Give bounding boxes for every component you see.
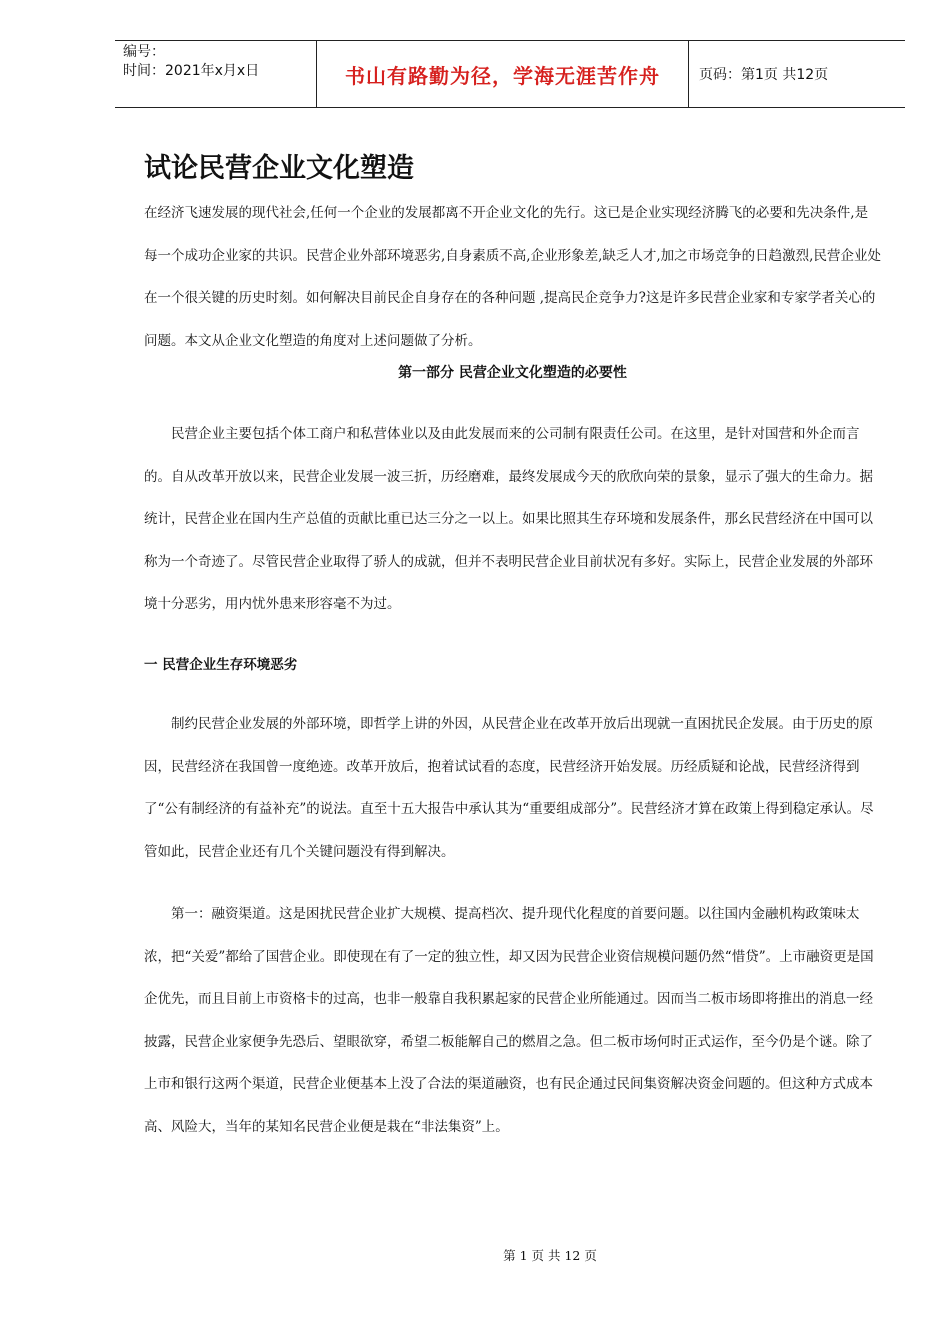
- page-footer: 第 1 页 共 12 页: [503, 1248, 597, 1263]
- document-header: [115, 40, 905, 108]
- body-paragraph-3: 第一：融资渠道。这是困扰民营企业扩大规模、提高档次、提升现代化程度的首要问题。以往国内金融机构政策味太浓，把“关爱”都给了国营企业。即使现在有了一定的独立性，却又因为民营企业资信规模问题仍然“惜贷”。上市融资更是国企优先，而且目前上市资格卡的过高，也非一般靠自我积累起家的民营企业所能通过。因而当二板市场即将推出的消息一经披露，民营企业家便争先恐后、望眼欲穿，希望二板能解自己的燃眉之急。但二板市场何时正式运作，至今仍是个谜。除了上市和银行这两个渠道，民营企业便基本上没了合法的渠道融资，也有民企通过民间集资解决资金问题的。但这种方式成本高、风险大，当年的某知名民营企业便是栽在“非法集资”上。: [144, 906, 874, 1135]
- subsection-heading: 一 民营企业生存环境恶劣: [144, 657, 298, 673]
- time-label: 时间：2021年x月x日: [123, 63, 260, 79]
- document-title: 试论民营企业文化塑造: [144, 153, 414, 184]
- body-paragraph-1: 民营企业主要包括个体工商户和私营体业以及由此发展而来的公司制有限责任公司。在这里，是针对国营和外企而言的。自从改革开放以来，民营企业发展一波三折，历经磨难，最终发展成今天的欣欣向荣的景象，显示了强大的生命力。据统计，民营企业在国内生产总值的贡献比重已达三分之一以上。如果比照其生存环境和发展条件，那幺民营经济在中国可以称为一个奇迹了。尽管民营企业取得了骄人的成就，但并不表明民营企业目前状况有多好。实际上，民营企业发展的外部环境十分恶劣，用内忧外患来形容毫不为过。: [144, 426, 873, 612]
- header-meta: [115, 41, 316, 107]
- intro-paragraph: 在经济飞速发展的现代社会,任何一个企业的发展都离不开企业文化的先行。这已是企业实现经济腾飞的必要和先决条件,是每一个成功企业家的共识。民营企业外部环境恶劣,自身素质不高,企业形象差,缺乏人才,加之市场竞争的日趋激烈,民营企业处在一个很关键的历史时刻。如何解决目前民企自身存在的各种问题 ,提高民企竞争力?这是许多民营企业家和专家学者关心的问题。本文从企业文化塑造的角度对上述问题做了分析。: [144, 205, 881, 349]
- number-label: 编号：: [123, 44, 165, 60]
- section-heading: 第一部分 民营企业文化塑造的必要性: [398, 365, 627, 381]
- header-motto-cell: [316, 41, 689, 107]
- header-page-info-cell: [689, 41, 905, 107]
- header-motto: 书山有路勤为径，学海无涯苦作舟: [345, 63, 660, 88]
- body-paragraph-2: 制约民营企业发展的外部环境，即哲学上讲的外因，从民营企业在改革开放后出现就一直困扰民企发展。由于历史的原因，民营经济在我国曾一度绝迹。改革开放后，抱着试试看的态度，民营经济开始发展。历经质疑和论战，民营经济得到了“公有制经济的有益补充”的说法。直至十五大报告中承认其为“重要组成部分”。民营经济才算在政策上得到稳定承认。尽管如此，民营企业还有几个关键问题没有得到解决。: [144, 716, 874, 860]
- header-page-info: 页码：第1页 共12页: [699, 67, 829, 83]
